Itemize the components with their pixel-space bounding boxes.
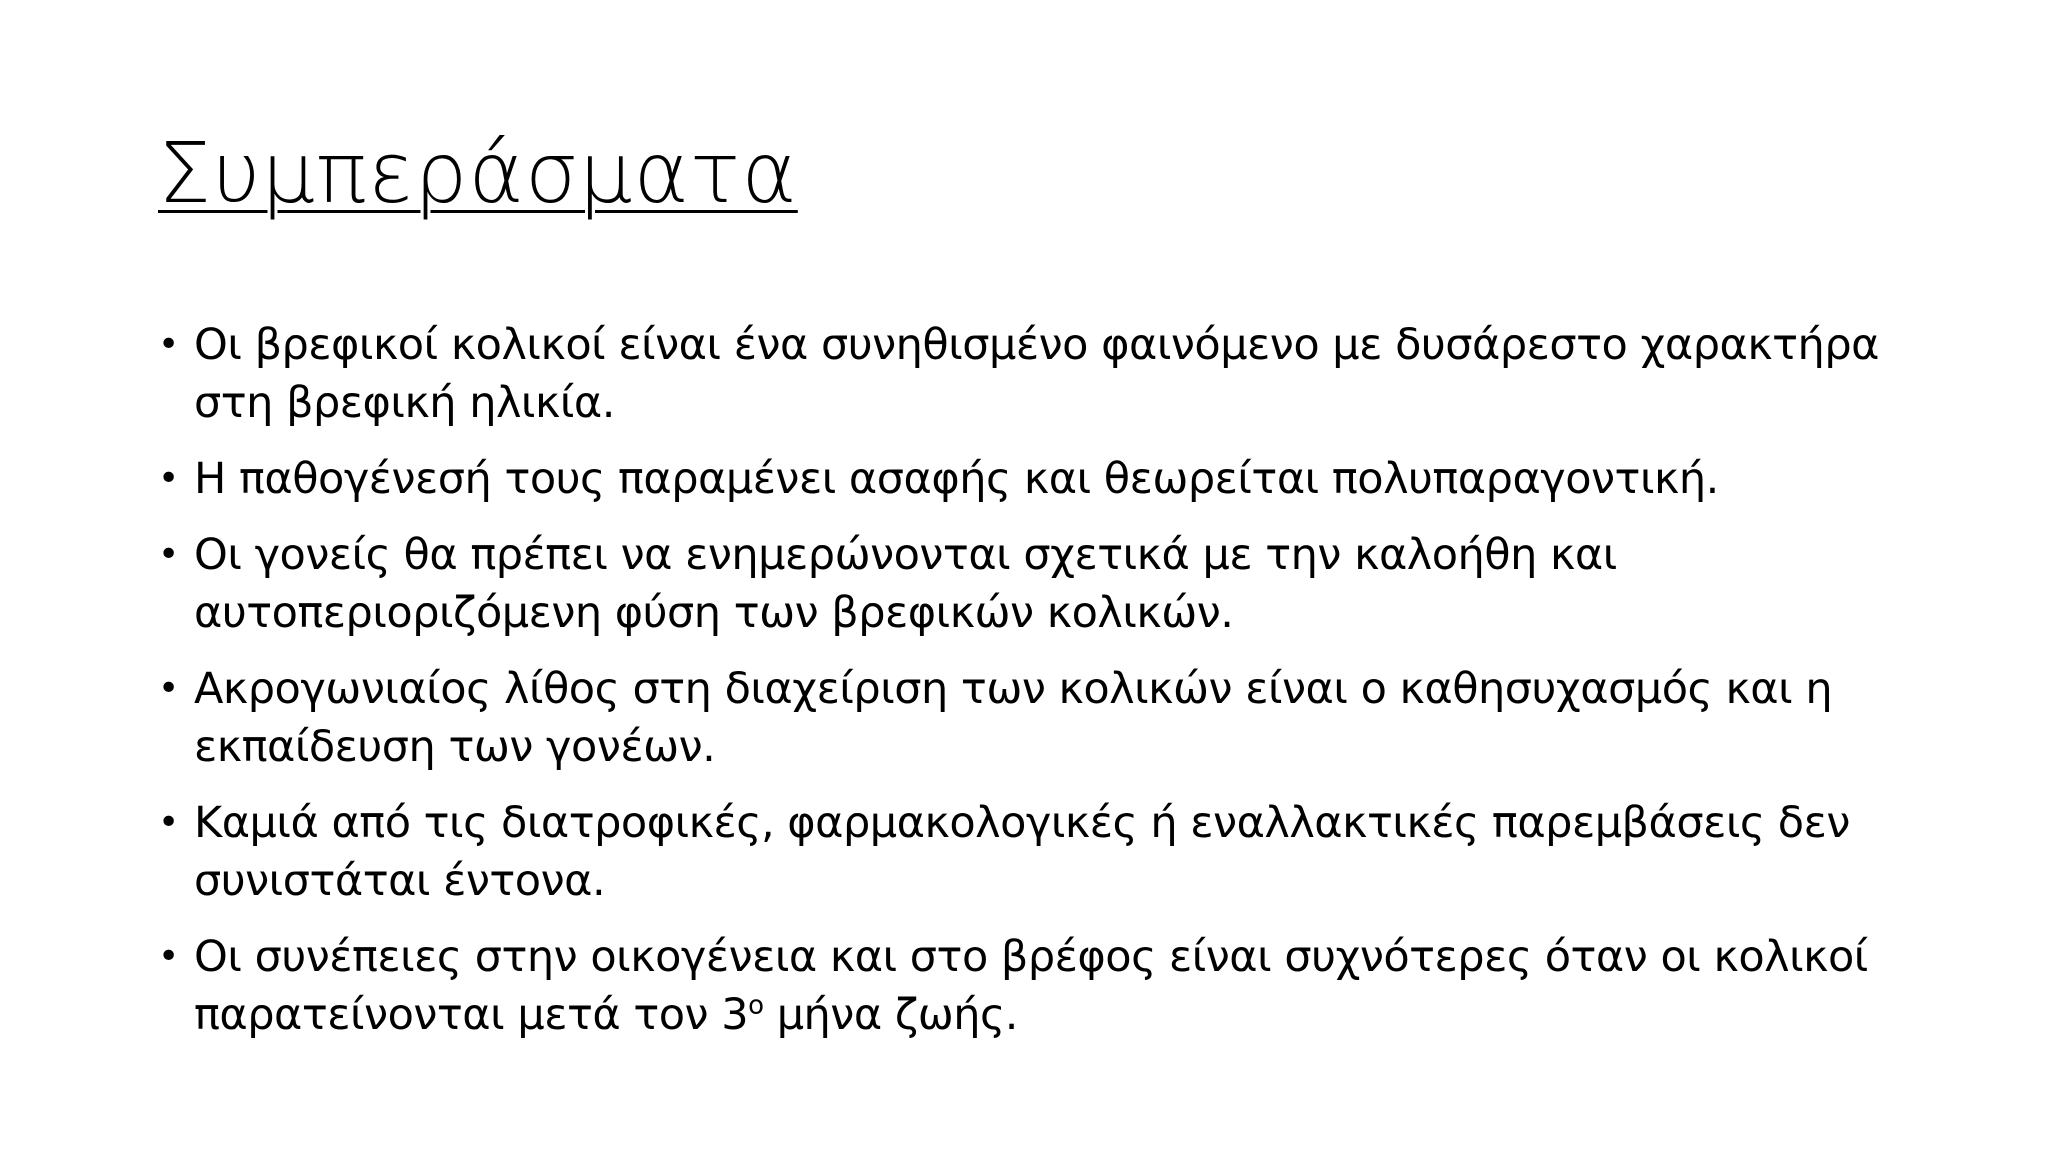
bullet-text: Ακρογωνιαίος λίθος στη διαχείριση των κολικών είναι ο καθησυχασμός και η εκπαίδευση των γονέων.: [194, 664, 1833, 772]
bullet-text: Η παθογένεσή τους παραμένει ασαφής και θεωρείται πολυπαραγοντική.: [194, 454, 1719, 504]
bullet-text-end: μήνα ζωής.: [763, 990, 1018, 1040]
bullet-marker: •: [158, 458, 179, 499]
bullet-marker: •: [158, 324, 179, 365]
bullet-marker: •: [158, 534, 179, 575]
ordinal-superscript: ο: [748, 990, 764, 1021]
bullet-list: [158, 316, 1918, 1062]
bullet-item: [158, 450, 1918, 508]
bullet-item: [158, 794, 1918, 910]
bullet-text: Οι βρεφικοί κολικοί είναι ένα συνηθισμένο φαινόμενο με δυσάρεστο χαρακτήρα στη βρεφική ηλικία.: [194, 320, 1879, 428]
bullet-item: [158, 526, 1918, 642]
slide-title: Συμπεράσματα: [158, 124, 798, 222]
bullet-text: Καμιά από τις διατροφικές, φαρμακολογικές ή εναλλακτικές παρεμβάσεις δεν συνιστάται έντονα.: [194, 798, 1850, 906]
bullet-item: [158, 928, 1918, 1044]
bullet-text: [194, 932, 1868, 1040]
bullet-marker: •: [158, 936, 179, 977]
bullet-text-start: Οι συνέπειες στην οικογένεια και στο βρέφος είναι συχνότερες όταν οι κολικοί παρατείνονται μετά τον 3: [194, 932, 1868, 1040]
bullet-marker: •: [158, 668, 179, 709]
bullet-item: [158, 316, 1918, 432]
bullet-item: [158, 660, 1918, 776]
bullet-text: Οι γονείς θα πρέπει να ενημερώνονται σχετικά με την καλοήθη και αυτοπεριοριζόμενη φύση των βρεφικών κολικών.: [194, 530, 1617, 638]
bullet-marker: •: [158, 802, 179, 843]
